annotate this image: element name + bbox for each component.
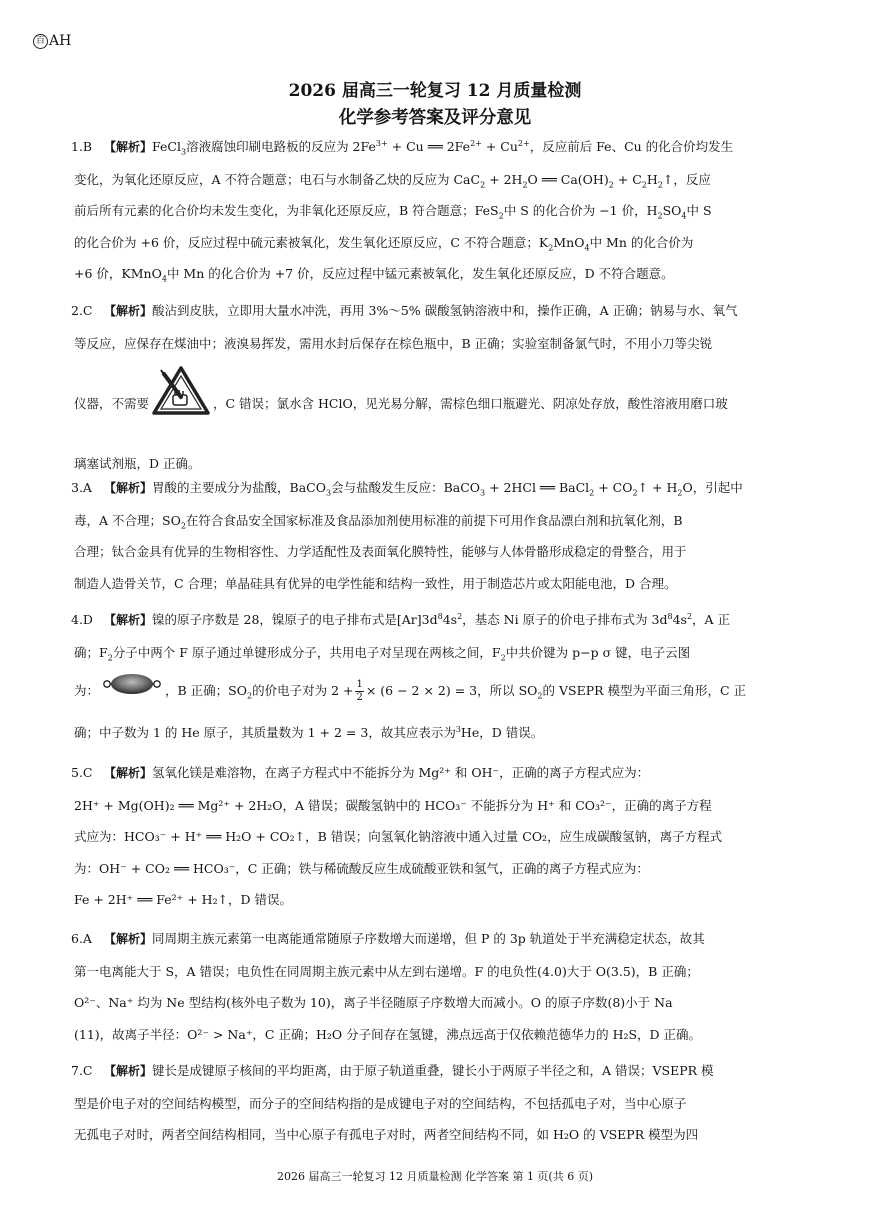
text: × (6 − 2 × 2) = 3，所以 SO <box>365 683 538 699</box>
analysis-tag: 【解析】 <box>104 613 153 627</box>
subscript: 2 <box>657 211 663 221</box>
text: ↑ + H <box>637 480 678 495</box>
text: O，引起中 <box>682 480 743 495</box>
analysis-tag: 【解析】 <box>104 481 153 495</box>
text: 制造人造骨关节，C 合理；单晶硅具有优异的电学性能和结构一致性，用于制造芯片或太阳能电池，D 合理。 <box>74 575 677 591</box>
text: (11)，故离子半径：O²⁻ > Na⁺，C 正确；H₂O 分子间存在氢键，沸点远高于仅依赖范德华力的 H₂S，D 正确。 <box>74 1026 702 1042</box>
subscript: 2 <box>657 180 663 190</box>
text: + Cu ══ 2Fe <box>387 139 471 154</box>
text: 溶液腐蚀印刷电路板的反应为 2Fe <box>186 139 376 154</box>
subscript: 2 <box>632 488 638 498</box>
text: + 2HCl ══ BaCl <box>485 480 590 495</box>
superscript: 2 <box>686 611 693 621</box>
text: + C <box>613 171 642 187</box>
subscript: 3 <box>180 147 187 157</box>
subscript: 2 <box>537 691 543 701</box>
question-7 <box>71 1055 798 1151</box>
text: O ══ Ca(OH) <box>527 171 609 187</box>
text: 同周期主族元素第一电离能通常随原子序数增大而递增，但 P 的 3p 轨道处于半充满稳定状态，故其 <box>152 931 705 946</box>
text: O²⁻、Na⁺ 均为 Ne 型结构(核外电子数为 10)，离子半径随原子序数增大而减小。O 的原子序数(8)小于 Na <box>74 995 673 1011</box>
analysis-tag: 【解析】 <box>104 304 153 318</box>
text: 仪器，不需要 <box>74 396 150 412</box>
question-1 <box>71 131 798 290</box>
subscript: 2 <box>677 488 683 498</box>
exam-code-text: AH <box>49 33 72 49</box>
text: 为： <box>74 683 100 699</box>
superscript: 2+ <box>470 138 482 148</box>
subscript: 2 <box>641 180 647 190</box>
text: 氢氧化镁是难溶物，在离子方程式中不能拆分为 Mg²⁺ 和 OH⁻，正确的离子方程式应为： <box>152 765 650 780</box>
subscript: 3 <box>480 488 486 498</box>
text: MnO <box>553 234 585 250</box>
subscript: 4 <box>584 243 590 253</box>
subscript: 2 <box>107 653 113 663</box>
text: 第一电离能大于 S，A 错误；电负性在同周期主族元素中从左到右递增。F 的电负性(4.0)大于 O(3.5)，B 正确； <box>74 963 699 979</box>
text: 分子中两个 F 原子通过单键形成分子，共用电子对呈现在两核之间，F <box>112 644 501 660</box>
text: 璃塞试剂瓶，D 正确。 <box>74 456 201 472</box>
sigma-bond-orbital-icon <box>101 669 163 715</box>
question-4 <box>71 604 798 748</box>
text: 4s <box>672 612 687 627</box>
text: 的 VSEPR 模型为平面三角形，C 正 <box>542 683 747 699</box>
question-number: 1.B <box>71 139 93 154</box>
text: 确；F <box>74 644 108 660</box>
analysis-tag: 【解析】 <box>104 140 153 154</box>
text: 确；中子数为 1 的 He 原子，其质量数为 1 + 2 = 3，故其应表示为 <box>74 724 456 740</box>
text: 中共价键为 p−p σ 键，电子云图 <box>505 644 691 660</box>
text: 为：OH⁻ + CO₂ ══ HCO₃⁻，C 正确；铁与稀硫酸反应生成硫酸亚铁和氢气，正确的离子方程式应为： <box>74 860 649 876</box>
subscript: 2 <box>500 653 506 663</box>
text: 键长是成键原子核间的平均距离，由于原子轨道重叠，键长小于两原子半径之和，A 错误；VSEPR 模 <box>152 1063 714 1078</box>
text: 2H⁺ + Mg(OH)₂ ══ Mg²⁺ + 2H₂O，A 错误；碳酸氢钠中的 HCO₃⁻ 不能拆分为 H⁺ 和 CO₃²⁻，正确的离子方程 <box>74 797 712 813</box>
text: 型是价电子对的空间结构模型，而分子的空间结构指的是成键电子对的空间结构，不包括孤电子对，当中心原子 <box>74 1095 687 1111</box>
text: 式应为：HCO₃⁻ + H⁺ ══ H₂O + CO₂↑，B 错误；向氢氧化钠溶液中通入过量 CO₂，应生成碳酸氢钠，离子方程式 <box>74 829 723 845</box>
text: 变化，为氧化还原反应，A 不符合题意；电石与水制备乙炔的反应为 CaC <box>74 171 481 187</box>
question-number: 5.C <box>71 765 93 780</box>
text: ，C 错误；氯水含 HClO，见光易分解，需棕色细口瓶避光、阴凉处存放，酸性溶液用磨口玻 <box>213 396 728 412</box>
text: + Cu <box>481 139 518 154</box>
text: 中 S <box>686 203 712 219</box>
text: 在符合食品安全国家标准及食品添加剂使用标准的前提下可用作食品漂白剂和抗氧化剂，B <box>185 512 683 528</box>
superscript: 8 <box>667 611 673 621</box>
analysis-tag: 【解析】 <box>104 766 153 780</box>
text: 中 S 的化合价为 −1 价，H <box>503 203 658 219</box>
question-number: 7.C <box>71 1063 93 1078</box>
subscript: 2 <box>548 243 554 253</box>
text: ↑，反应 <box>662 171 711 187</box>
page-title: 2026 届高三一轮复习 12 月质量检测 <box>288 81 582 101</box>
text: Fe + 2H⁺ ══ Fe²⁺ + H₂↑，D 错误。 <box>74 892 293 908</box>
circle-mark: 百 <box>33 34 48 49</box>
superscript: 8 <box>437 611 443 621</box>
text: 无孤电子对时，两者空间结构相同，当中心原子有孤电子对时，两者空间结构不同，如 H₂O 的 VSEPR 模型为四 <box>74 1127 699 1143</box>
text: ，反应前后 Fe、Cu 的化合价均发生 <box>529 139 734 154</box>
superscript: 2+ <box>517 138 530 148</box>
text: 前后所有元素的化合价均未发生变化，为非氧化还原反应，B 符合题意；FeS <box>74 203 499 219</box>
subscript: 4 <box>681 211 687 221</box>
question-number: 3.A <box>71 480 92 495</box>
subscript: 2 <box>589 488 595 498</box>
question-5 <box>71 757 798 916</box>
text: ，基态 Ni 原子的价电子排布式为 3d <box>462 612 668 627</box>
superscript: 3+ <box>375 138 388 148</box>
text: ，A 正 <box>692 612 731 627</box>
subscript: 2 <box>608 180 614 190</box>
page-footer: 2026 届高三一轮复习 12 月质量检测 化学答案 第 1 页(共 6 页) <box>276 1170 594 1183</box>
exam-code-tag <box>33 33 71 49</box>
subscript: 4 <box>161 274 167 284</box>
text: 胃酸的主要成分为盐酸，BaCO <box>152 480 326 495</box>
subscript: 2 <box>247 691 253 701</box>
subscript: 2 <box>180 521 186 531</box>
subscript: 2 <box>480 180 486 190</box>
text: 等反应，应保存在煤油中；液溴易挥发，需用水封后保存在棕色瓶中，B 正确；实验室制备氯气时，不用小刀等尖锐 <box>74 335 713 351</box>
sharp-object-warning-icon <box>151 365 211 444</box>
page-subtitle: 化学参考答案及评分意见 <box>338 108 532 128</box>
text: SO <box>662 203 682 219</box>
text: 镍的原子序数是 28，镍原子的电子排布式是[Ar]3d <box>152 612 438 627</box>
text: ，B 正确；SO <box>165 683 247 699</box>
text: FeCl <box>152 139 181 154</box>
analysis-tag: 【解析】 <box>104 932 153 946</box>
question-number: 2.C <box>71 303 93 318</box>
question-6 <box>71 923 798 1050</box>
fraction-numerator: 1 <box>356 679 363 691</box>
text: He，D 错误。 <box>460 724 544 740</box>
question-number: 6.A <box>71 931 92 946</box>
text: 合理；钛合金具有优异的生物相容性、力学适配性及表面氧化膜特性，能够与人体骨骼形成稳定的骨整合，用于 <box>74 544 687 560</box>
text: H <box>646 171 658 187</box>
text: 中 Mn 的化合价为 +7 价，反应过程中锰元素被氧化，发生氧化还原反应，D 不符合题意。 <box>166 266 674 282</box>
subscript: 2 <box>522 180 528 190</box>
text: 酸沾到皮肤，立即用大量水冲洗，再用 3%～5% 碳酸氢钠溶液中和，操作正确，A 正确；钠易与水、氧气 <box>152 303 738 318</box>
subscript: 2 <box>498 211 504 221</box>
question-2 <box>71 295 798 480</box>
question-number: 4.D <box>71 612 93 627</box>
text: 的化合价为 +6 价，反应过程中硫元素被氧化，发生氧化还原反应，C 不符合题意；K <box>74 234 549 250</box>
fraction-denominator: 2 <box>356 692 363 704</box>
superscript: 3 <box>455 724 461 734</box>
text: 毒，A 不合理；SO <box>74 512 181 528</box>
text: + 2H <box>485 171 523 187</box>
superscript: 2 <box>457 611 463 621</box>
text: 会与盐酸发生反应：BaCO <box>331 480 481 495</box>
text: + CO <box>594 480 633 495</box>
analysis-tag: 【解析】 <box>104 1064 153 1078</box>
text: 4s <box>442 612 458 627</box>
fraction-one-half <box>355 679 363 704</box>
subscript: 3 <box>325 488 332 498</box>
text: +6 价，KMnO <box>74 266 162 282</box>
text: 的价电子对为 2 + <box>252 683 354 699</box>
text: 中 Mn 的化合价为 <box>589 234 694 250</box>
question-3 <box>71 472 798 599</box>
